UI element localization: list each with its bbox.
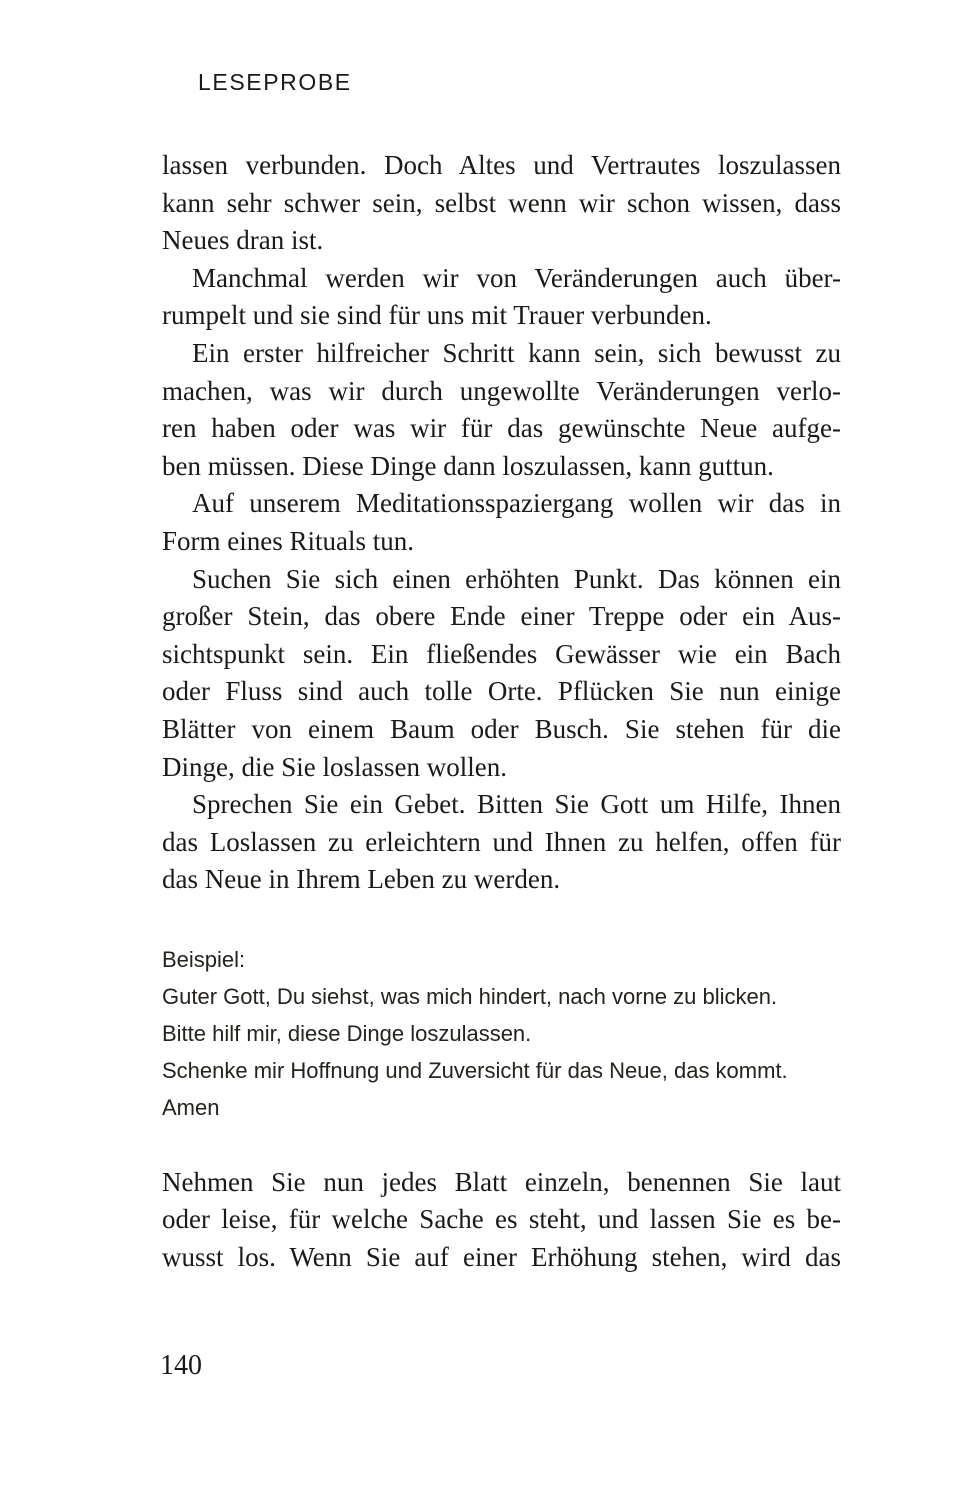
text-line: ren haben oder was wir für das gewünschte Neue aufge- xyxy=(162,413,841,444)
example-label: Beispiel: xyxy=(162,946,246,972)
text-line: oder leise, für welche Sache es steht, und lassen Sie es be- xyxy=(162,1204,841,1235)
paragraph xyxy=(162,147,841,260)
text-line: Form eines Rituals tun. xyxy=(162,525,414,556)
page-content xyxy=(162,147,841,1277)
text-line: kann sehr schwer sein, selbst wenn wir schon wissen, dass xyxy=(162,187,841,218)
example-line: Amen xyxy=(162,1094,220,1120)
text-line: rumpelt und sie sind für uns mit Trauer verbunden. xyxy=(162,300,712,331)
example-line: Guter Gott, Du siehst, was mich hindert, nach vorne zu blicken. xyxy=(162,983,778,1009)
text-line: Auf unserem Meditationsspaziergang wollen wir das in xyxy=(192,488,841,519)
text-line: Ein erster hilfreicher Schritt kann sein, sich bewusst zu xyxy=(192,337,841,368)
page-number: 140 xyxy=(160,1350,202,1381)
text-line: lassen verbunden. Doch Altes und Vertrautes loszulassen xyxy=(162,150,841,180)
text-line: Dinge, die Sie loslassen wollen. xyxy=(162,751,507,782)
paragraph xyxy=(162,260,841,335)
example-line: Schenke mir Hoffnung und Zuversicht für das Neue, das kommt. xyxy=(162,1057,788,1083)
paragraph xyxy=(162,335,841,485)
paragraph xyxy=(162,786,841,899)
text-line: Neues dran ist. xyxy=(162,225,324,256)
text-line: Blätter von einem Baum oder Busch. Sie stehen für die xyxy=(162,713,841,744)
text-line: Manchmal werden wir von Veränderungen auch über- xyxy=(192,262,841,293)
text-line: das Neue in Ihrem Leben zu werden. xyxy=(162,864,561,895)
text-line: machen, was wir durch ungewollte Veränderungen verlo- xyxy=(162,375,841,406)
text-line: großer Stein, das obere Ende einer Treppe oder ein Aus- xyxy=(162,601,841,632)
example-line: Bitte hilf mir, diese Dinge loszulassen. xyxy=(162,1020,532,1046)
text-line: sichtspunkt sein. Ein fließendes Gewässer wie ein Bach xyxy=(162,638,841,669)
example-block xyxy=(162,941,841,1126)
text-line: ben müssen. Diese Dinge dann loszulassen, kann guttun. xyxy=(162,450,774,481)
text-line: Nehmen Sie nun jedes Blatt einzeln, benennen Sie laut xyxy=(162,1166,841,1197)
paragraph xyxy=(162,485,841,560)
text-line: oder Fluss sind auch tolle Orte. Pflücken Sie nun einige xyxy=(162,676,841,707)
paragraph xyxy=(162,561,841,787)
paragraph xyxy=(162,1164,841,1277)
text-line: wusst los. Wenn Sie auf einer Erhöhung stehen, wird das xyxy=(162,1242,841,1273)
text-line: das Loslassen zu erleichtern und Ihnen zu helfen, offen für xyxy=(162,826,841,857)
text-line: Suchen Sie sich einen erhöhten Punkt. Das können ein xyxy=(192,563,841,594)
text-line: Sprechen Sie ein Gebet. Bitten Sie Gott um Hilfe, Ihnen xyxy=(192,789,841,820)
page-header: LESEPROBE xyxy=(198,69,352,95)
